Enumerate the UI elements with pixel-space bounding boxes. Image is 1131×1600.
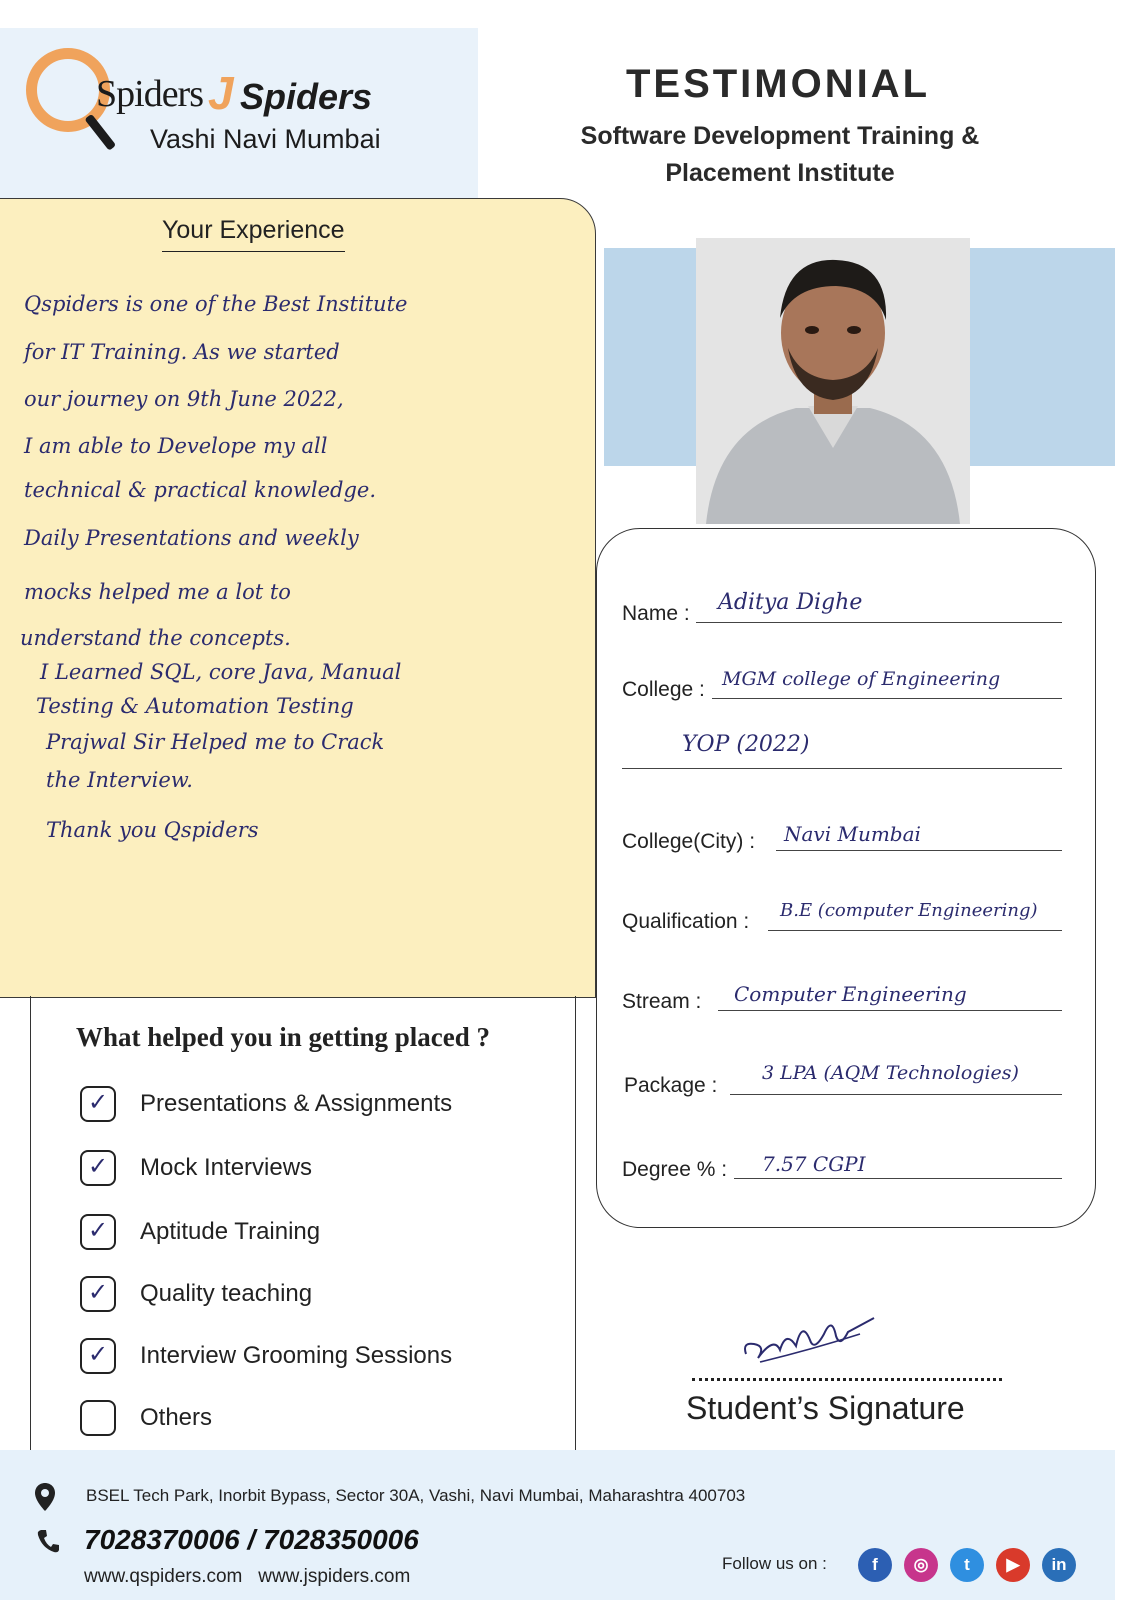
student-photo-illustration [696,238,970,524]
experience-line: I am able to Develope my all [24,434,328,458]
city-label: College(City) : [622,830,756,853]
student-photo [696,238,970,524]
qspiders-logo-text: Spiders [96,73,203,115]
experience-line: Thank you Qspiders [46,818,259,842]
branch-name: Vashi Navi Mumbai [150,124,381,154]
instagram-icon[interactable]: ◎ [904,1548,938,1582]
college-value-2: YOP (2022) [682,732,810,757]
name-label: Name : [622,602,690,625]
photo-backdrop [970,248,1115,466]
name-underline [696,622,1062,623]
follow-us-label: Follow us on : [722,1554,827,1573]
placement-question: What helped you in getting placed ? [76,1022,491,1052]
check-mark-icon: ✓ [88,1152,109,1180]
facebook-icon[interactable]: f [858,1548,892,1582]
subtitle-line: Placement Institute [665,159,895,187]
signature-label: Student’s Signature [686,1390,965,1426]
checkbox-mock-interviews[interactable] [80,1150,116,1186]
package-label: Package : [624,1074,718,1097]
footer-websites [84,1566,410,1588]
jspiders-logo-j: J [208,67,234,119]
experience-line: Qspiders is one of the Best Institute [24,292,408,316]
option-label: Aptitude Training [140,1218,321,1245]
stream-value: Computer Engineering [734,982,967,1006]
package-underline [730,1094,1062,1095]
subtitle-line: Software Development Training & [580,122,980,150]
checkbox-presentations[interactable] [80,1086,116,1122]
experience-line: technical & practical knowledge. [24,478,377,502]
qualification-value: B.E (computer Engineering) [780,900,1038,921]
degree-underline [734,1178,1062,1179]
signature-line [692,1378,1002,1381]
youtube-icon[interactable]: ▶ [996,1548,1030,1582]
check-mark-icon: ✓ [88,1216,109,1244]
experience-line: mocks helped me a lot to [24,580,291,604]
qualification-underline [768,930,1062,931]
twitter-icon[interactable]: t [950,1548,984,1582]
option-label: Others [140,1404,213,1431]
footer-address: BSEL Tech Park, Inorbit Bypass, Sector 30A, Vashi, Navi Mumbai, Maharashtra 400703 [86,1486,746,1505]
phone-icon [36,1528,60,1554]
document-title: TESTIMONIAL [625,62,931,106]
student-details-card [596,528,1096,1228]
checkbox-aptitude-training[interactable] [80,1214,116,1250]
college-label: College : [622,678,705,701]
degree-value: 7.57 CGPI [762,1152,866,1176]
check-mark-icon: ✓ [88,1088,109,1116]
city-value: Navi Mumbai [784,822,921,846]
checkbox-quality-teaching[interactable] [80,1276,116,1312]
photo-backdrop [604,248,696,466]
option-label: Mock Interviews [140,1154,313,1181]
experience-line: the Interview. [46,768,193,792]
college-underline [712,698,1062,699]
experience-line: Testing & Automation Testing [36,694,354,718]
location-pin-icon [34,1482,56,1512]
name-value: Aditya Dighe [718,590,863,615]
city-underline [776,850,1062,851]
degree-label: Degree % : [622,1158,728,1181]
experience-line: I Learned SQL, core Java, Manual [40,660,402,684]
linkedin-icon[interactable]: in [1042,1548,1076,1582]
experience-line: Daily Presentations and weekly [24,526,359,550]
option-label: Quality teaching [140,1280,313,1307]
college-value: MGM college of Engineering [722,668,1001,690]
experience-line: for IT Training. As we started [24,340,340,364]
footer-phones: 7028370006 / 7028350006 [84,1524,419,1555]
document-subtitle [520,118,1040,192]
checkbox-grooming-sessions[interactable] [80,1338,116,1374]
qualification-label: Qualification : [622,910,750,933]
check-mark-icon: ✓ [88,1340,109,1368]
stream-underline [718,1010,1062,1011]
jspiders-logo-text: Spiders [240,76,373,117]
website-link-jspiders[interactable]: www.jspiders.com [258,1566,411,1587]
signature-image [740,1306,880,1368]
website-link-qspiders[interactable]: www.qspiders.com [84,1566,243,1587]
experience-line: our journey on 9th June 2022, [24,387,344,411]
option-label: Presentations & Assignments [140,1090,453,1117]
college-underline-2 [622,768,1062,769]
check-mark-icon: ✓ [88,1278,109,1306]
experience-heading: Your Experience [162,216,345,252]
experience-line: understand the concepts. [20,626,291,650]
option-label: Interview Grooming Sessions [140,1342,453,1369]
stream-label: Stream : [622,990,702,1013]
checkbox-others[interactable] [80,1400,116,1436]
package-value: 3 LPA (AQM Technologies) [762,1062,1019,1084]
experience-line: Prajwal Sir Helped me to Crack [46,730,385,754]
